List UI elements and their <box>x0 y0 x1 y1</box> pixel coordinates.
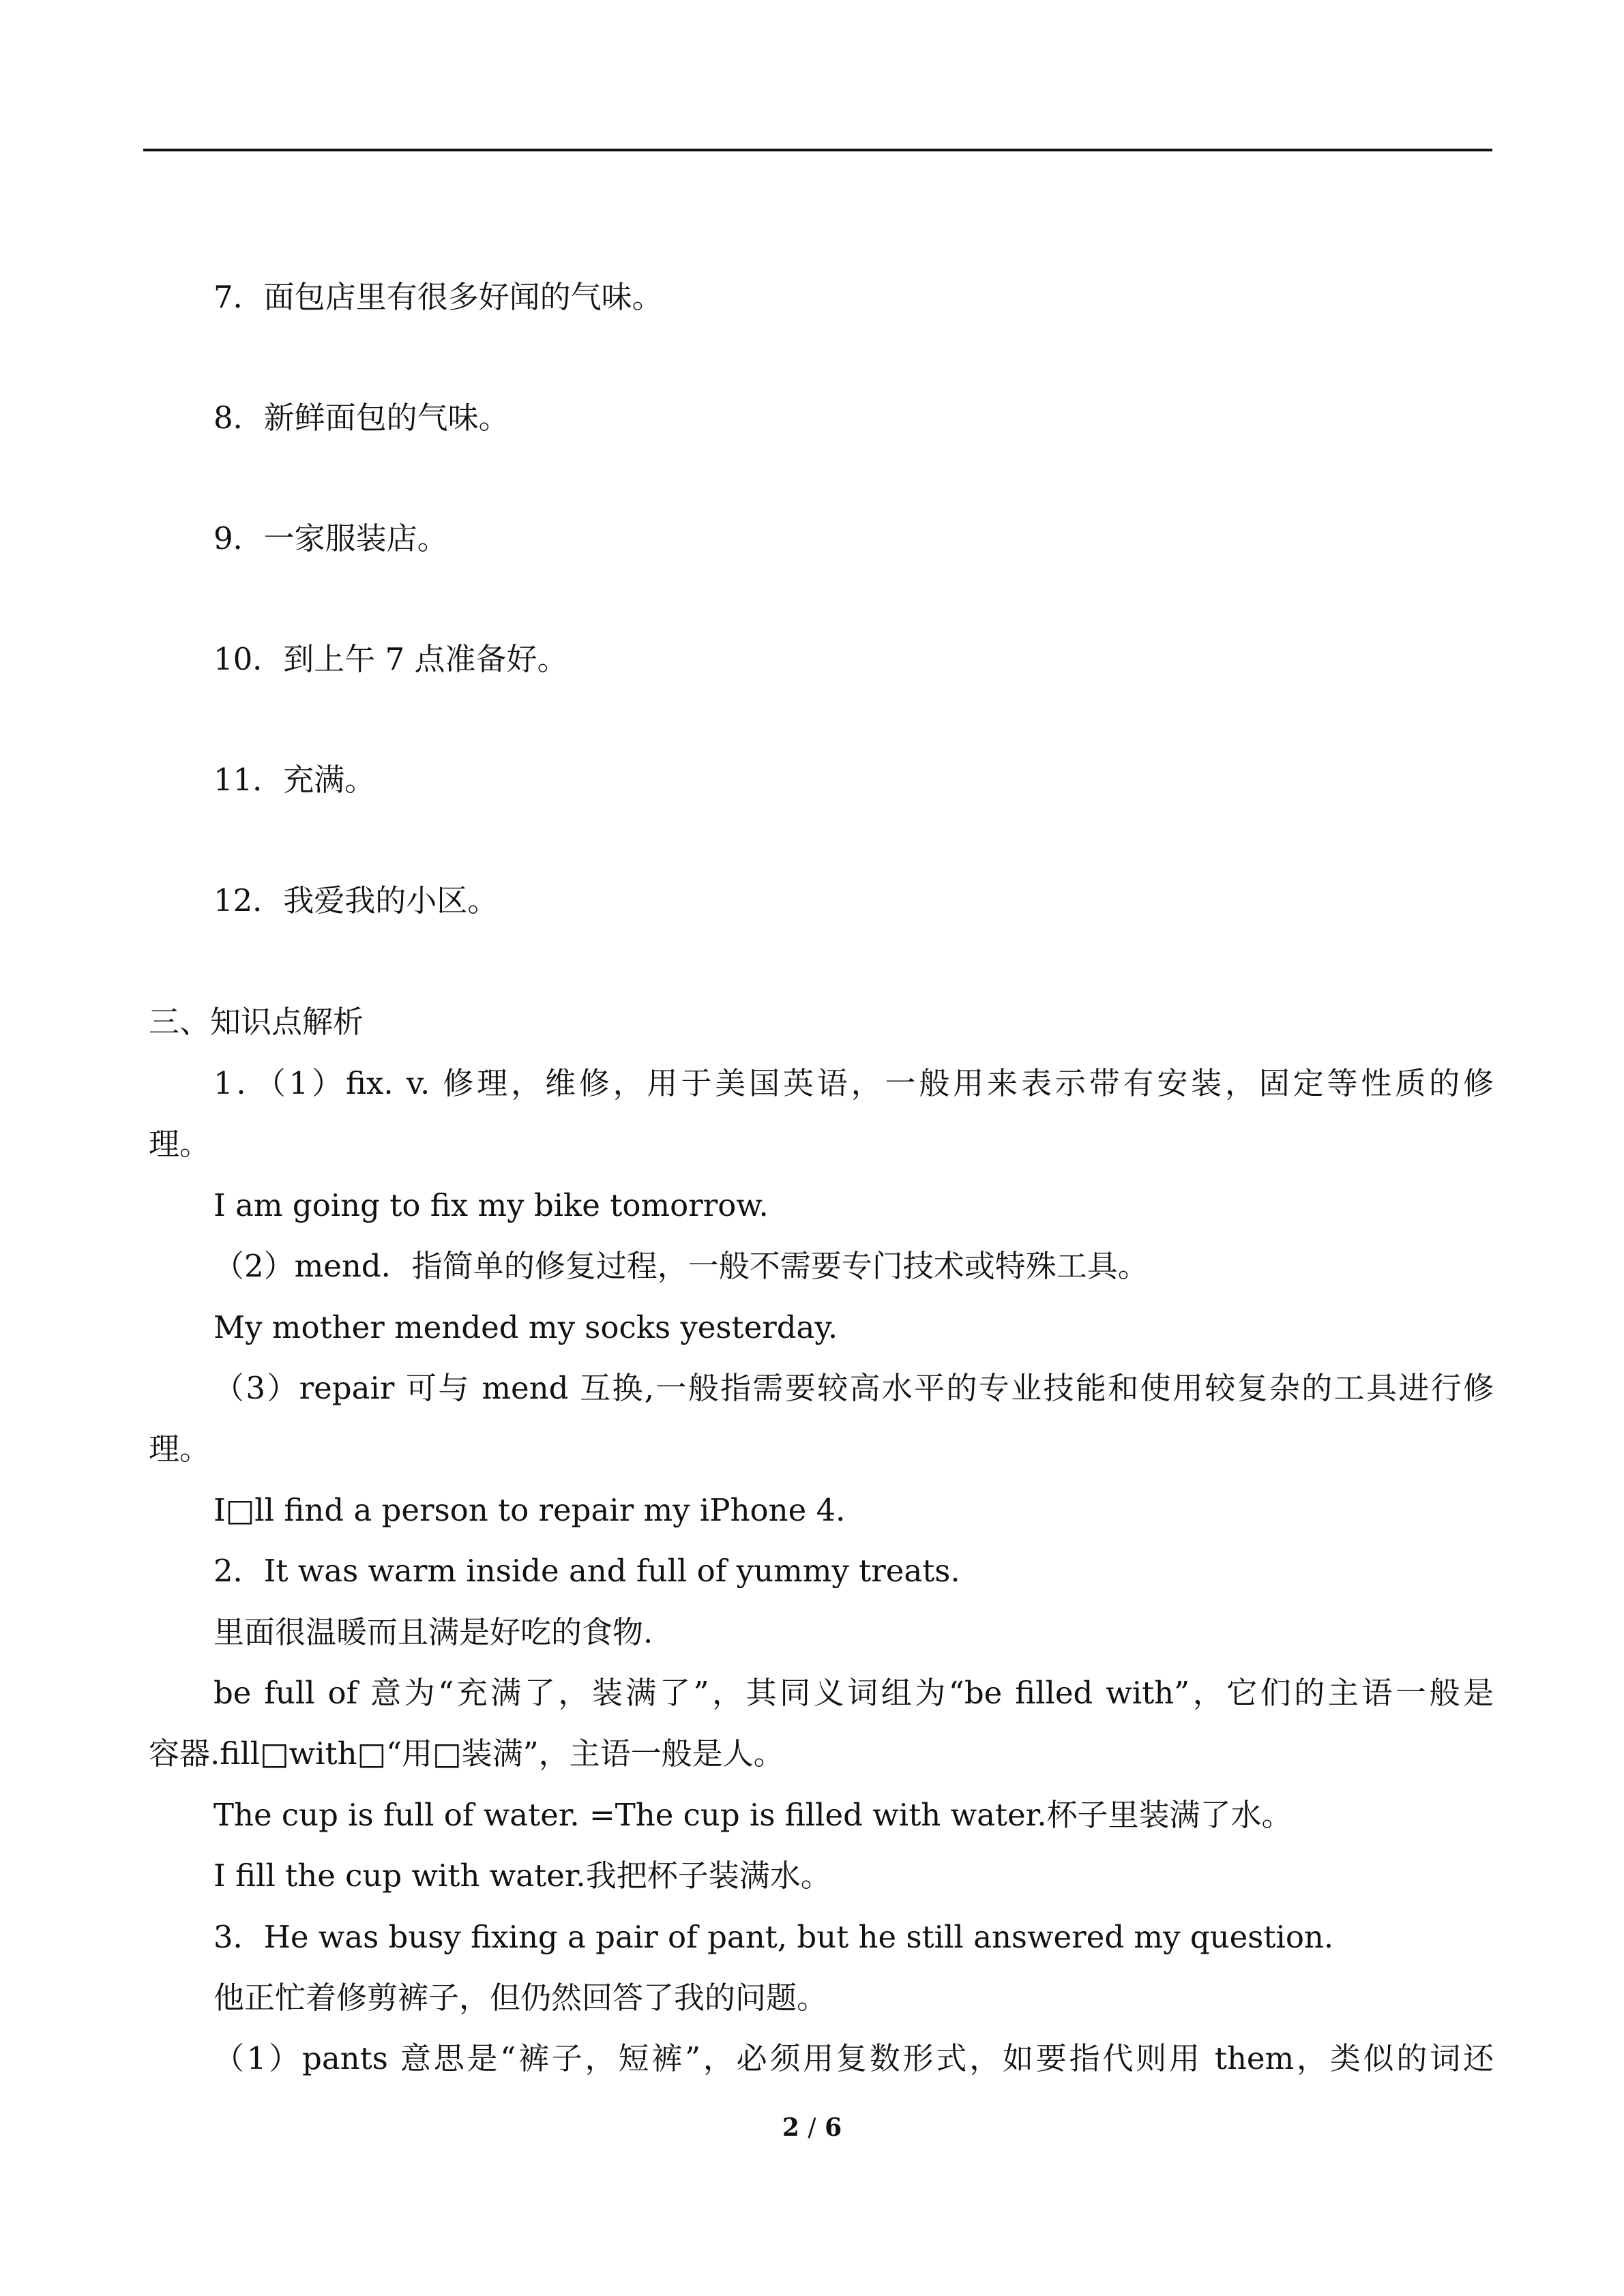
exercise-item <box>213 882 498 920</box>
exercise-text: 新鲜面包的气味。 <box>263 400 510 436</box>
exercise-item <box>213 640 568 679</box>
section-heading: 三、知识点解析 <box>149 1004 364 1040</box>
body-line: 容器.fill□with□“用□装满”，主语一般是人。 <box>149 1735 784 1772</box>
exercise-text: 一家服装店。 <box>263 520 448 556</box>
exercise-item <box>213 399 510 437</box>
page-separator: / <box>808 2114 816 2142</box>
body-line: 理。 <box>149 1126 211 1162</box>
body-line: 2．It was warm inside and full of yummy treats. <box>213 1553 960 1589</box>
body-line: 他正忙着修剪裤子，但仍然回答了我的问题。 <box>213 1980 828 2016</box>
page-total: 6 <box>825 2113 842 2142</box>
header-rule <box>143 149 1492 151</box>
body-line: 1．（1）fix. v. 修理，维修，用于美国英语，一般用来表示带有安装，固定等性质的修 <box>213 1065 1494 1101</box>
body-line: （2）mend．指简单的修复过程，一般不需要专门技术或特殊工具。 <box>213 1248 1149 1284</box>
body-line: The cup is full of water. =The cup is filled with water.杯子里装满了水。 <box>213 1797 1293 1833</box>
page-current: 2 <box>782 2113 799 2142</box>
exercise-item <box>213 761 375 799</box>
body-line: I am going to fix my bike tomorrow. <box>213 1187 769 1223</box>
exercise-number: 7． <box>213 279 264 315</box>
body-line: 理。 <box>149 1431 211 1467</box>
body-line: I fill the cup with water.我把杯子装满水。 <box>213 1858 831 1894</box>
page-number <box>0 2113 1624 2143</box>
body-line: （1）pants 意思是“裤子，短裤”，必须用复数形式，如要指代则用 them，类似的词还 <box>213 2040 1494 2076</box>
exercise-text: 面包店里有很多好闻的气味。 <box>263 279 663 315</box>
body-line: 3．He was busy fixing a pair of pant, but he still answered my question. <box>213 1919 1334 1955</box>
exercise-number: 9． <box>213 520 264 556</box>
body-line: be full of 意为“充满了，装满了”，其同义词组为“be filled with”，它们的主语一般是 <box>213 1675 1494 1711</box>
body-line: （3）repair 可与 mend 互换,一般指需要较高水平的专业技能和使用较复杂的工具进行修 <box>213 1370 1494 1406</box>
exercise-item <box>213 520 448 558</box>
exercise-number: 10． <box>213 641 284 677</box>
body-line: My mother mended my socks yesterday. <box>213 1309 838 1345</box>
exercise-number: 8． <box>213 400 264 436</box>
body-line: I□ll find a person to repair my iPhone 4． <box>213 1492 867 1528</box>
exercise-number: 12． <box>213 882 284 919</box>
exercise-text: 我爱我的小区。 <box>283 882 499 919</box>
exercise-item <box>213 278 663 316</box>
exercise-text: 充满。 <box>283 762 376 798</box>
exercise-number: 11． <box>213 762 284 798</box>
exercise-text: 到上午 7 点准备好。 <box>283 641 568 677</box>
body-line: 里面很温暖而且满是好吃的食物. <box>213 1614 653 1650</box>
